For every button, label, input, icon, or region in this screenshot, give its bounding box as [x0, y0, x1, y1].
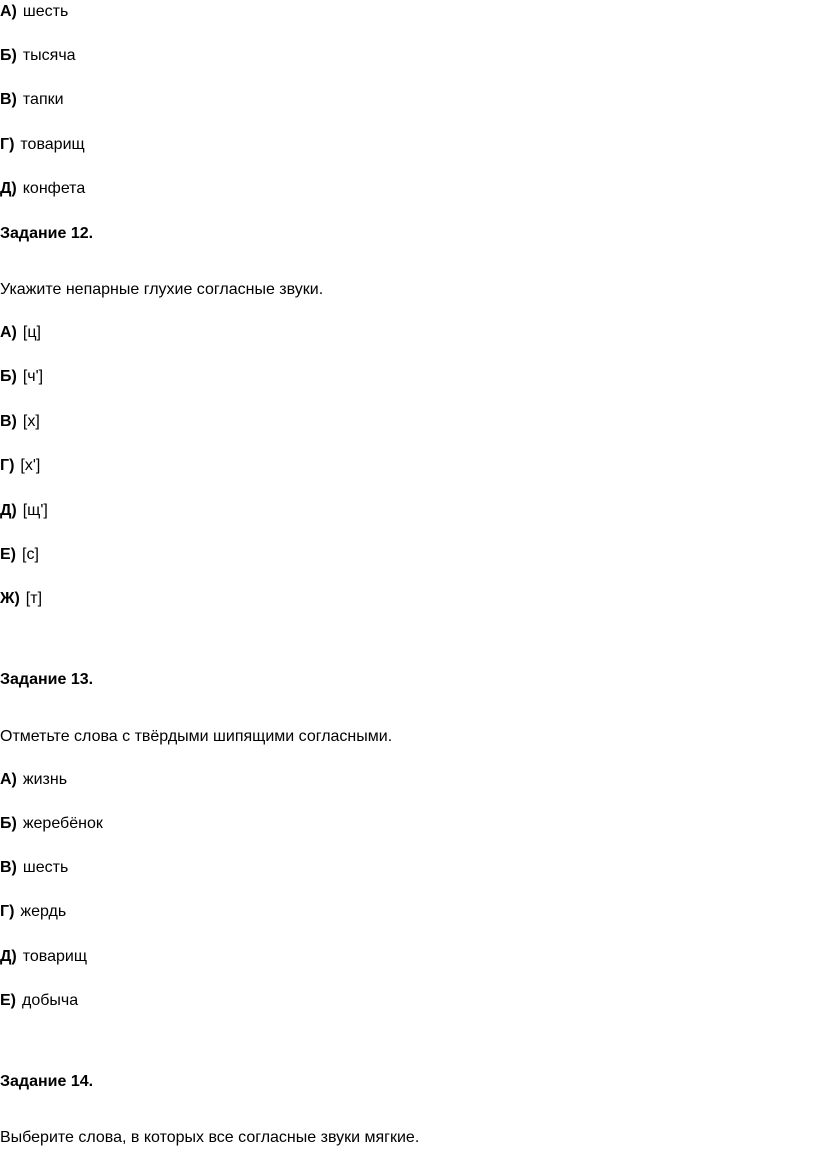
option-text: [ц] — [22, 324, 41, 341]
option-task12-e — [0, 545, 39, 565]
option-label: В) — [0, 859, 17, 876]
task13-question: Отметьте слова с твёрдыми шипящими согласными. — [0, 728, 393, 745]
option-text: товарищ — [22, 948, 87, 965]
task13-title: Задание 13. — [0, 671, 94, 688]
option-text: [щ'] — [22, 502, 48, 519]
task14-title: Задание 14. — [0, 1073, 94, 1090]
option-text: [х] — [22, 413, 40, 430]
option-text: тысяча — [22, 47, 76, 64]
option-label: Д) — [0, 180, 17, 197]
option-prev-d — [0, 179, 85, 199]
option-label: Б) — [0, 47, 17, 64]
option-task13-e — [0, 991, 78, 1011]
option-text: шесть — [22, 3, 69, 20]
option-label: Б) — [0, 815, 17, 832]
option-label: А) — [0, 3, 17, 20]
option-label: Е) — [0, 546, 16, 563]
task14-question: Выберите слова, в которых все согласные звуки мягкие. — [0, 1129, 420, 1146]
option-task12-v — [0, 412, 40, 432]
option-prev-g — [0, 135, 85, 155]
option-label: Г) — [0, 903, 15, 920]
option-label: Б) — [0, 368, 17, 385]
option-label: Д) — [0, 948, 17, 965]
option-prev-a — [0, 2, 68, 22]
option-text: [ч'] — [22, 368, 44, 385]
option-task12-zh — [0, 589, 42, 609]
option-task13-a — [0, 770, 67, 790]
option-task13-g — [0, 902, 66, 922]
option-prev-v — [0, 90, 64, 110]
option-label: Е) — [0, 992, 16, 1009]
option-text: [т] — [25, 590, 43, 607]
option-label: Г) — [0, 136, 15, 153]
option-text: товарищ — [20, 136, 85, 153]
option-text: [х'] — [20, 457, 41, 474]
task12-title: Задание 12. — [0, 225, 94, 242]
option-text: добыча — [22, 992, 79, 1009]
option-label: Г) — [0, 457, 15, 474]
option-text: конфета — [22, 180, 86, 197]
option-task12-g — [0, 456, 40, 476]
option-text: шесть — [22, 859, 69, 876]
option-label: А) — [0, 324, 17, 341]
option-task12-d — [0, 501, 48, 521]
option-task12-a — [0, 323, 41, 343]
option-task13-d — [0, 947, 87, 967]
option-prev-b — [0, 46, 76, 66]
option-text: жеребёнок — [22, 815, 103, 832]
option-label: В) — [0, 413, 17, 430]
task12-question: Укажите непарные глухие согласные звуки. — [0, 281, 324, 298]
option-label: А) — [0, 771, 17, 788]
option-label: Ж) — [0, 590, 20, 607]
option-task12-b — [0, 367, 43, 387]
option-text: жердь — [20, 903, 67, 920]
option-label: Д) — [0, 502, 17, 519]
option-text: жизнь — [22, 771, 68, 788]
option-text: тапки — [22, 91, 64, 108]
option-text: [с] — [22, 546, 39, 563]
option-task13-b — [0, 814, 103, 834]
option-task13-v — [0, 858, 68, 878]
option-label: В) — [0, 91, 17, 108]
